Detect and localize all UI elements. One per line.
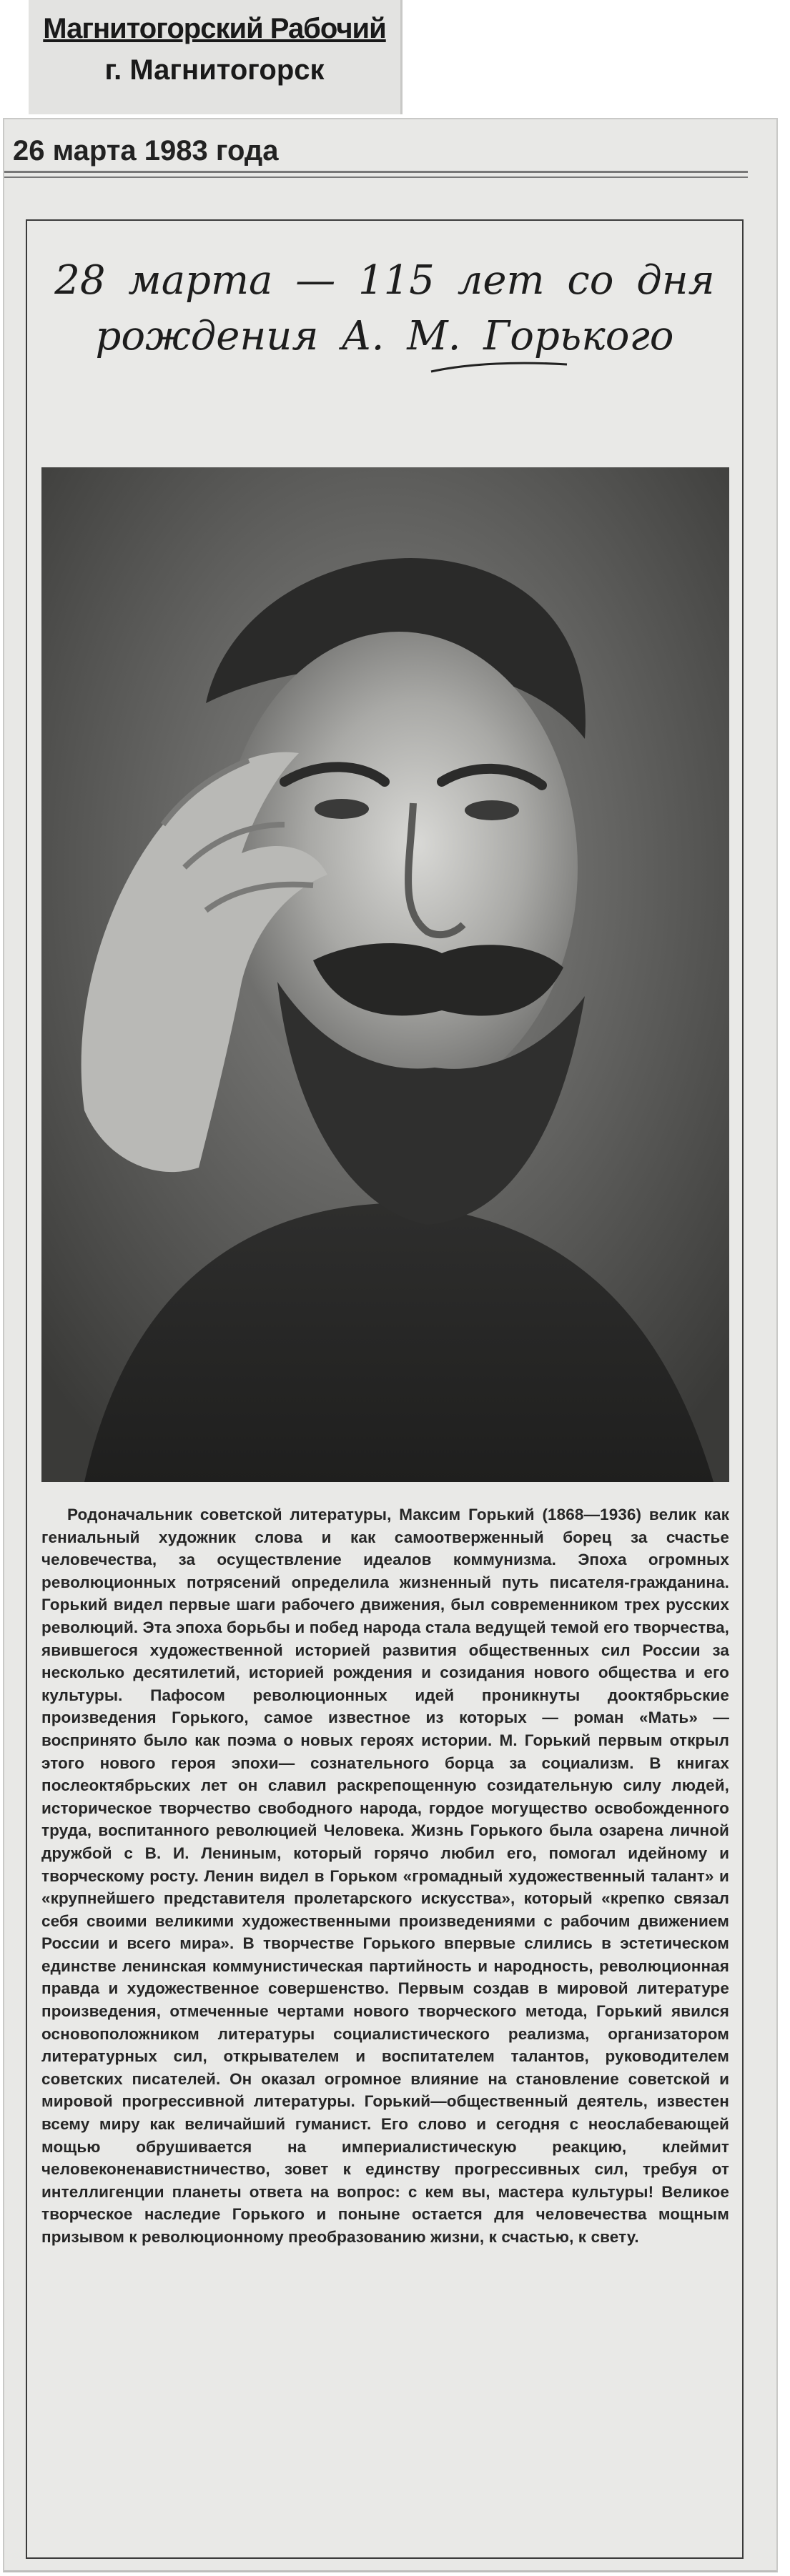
underline-swash (428, 360, 571, 374)
dateline: 26 марта 1983 года (13, 135, 279, 166)
newspaper-city: г. Магнитогорск (104, 54, 325, 86)
portrait-photo (41, 467, 729, 1482)
article-frame (26, 219, 744, 2559)
newspaper-clipping (3, 118, 778, 2572)
divider (4, 176, 748, 178)
divider (4, 171, 748, 173)
newspaper-stamp (29, 0, 403, 114)
article-body: Родоначальник советской литературы, Максим Горький (1868—1936) велик как гениальный художник слова и как самоотверженный борец за счастье человечества, за осуществление идеалов коммунизма. Эпоха огромных революционных потрясений определила жизненный путь писателя-гражданина. Горький видел первые шаги рабочего движения, был современником трех русских революций. Эта эпоха борьбы и побед народа стала ведущей темой его творчества, явившегося художественной историей развития общественных сил России за несколько десятилетий, историей рождения и созидания нового общества и его культуры. Пафосом революционных идей проникнуты дооктябрьские произведения Горького, самое известное из которых — роман «Мать» — воспринято было как поэма о новых героях истории. М. Горький первым открыл этого нового героя эпохи— сознательного борца за социализм. В книгах послеоктябрьских лет он славил раскрепощенную созидательную силу людей, историческое творчество свободного народа, гордое могущество освобожденного труда, воспитанного революцией Человека. Жизнь Горького была озарена личной дружбой с В. И. Лениным, который горячо любил его, помогал идейному и творческому росту. Ленин видел в Горьком «громадный художественный талант» и «крупнейшего представителя пролетарского искусства», который «крепко связал себя своими великими художественными произведениями с рабочим движением России и всего мира». В творчестве Горького впервые слились в эстетическом единстве ленинская коммунистическая партийность и народность, революционная правда и художественное совершенство. Первым создав в мировой литературе произведения, отмеченные чертами нового творческого метода, Горький явился основоположником литературы социалистического реализма, организатором литературных сил, открывателем и воспитателем талантов, руководителем советских писателей. Он оказал огромное влияние на становление советской и мировой прогрессивной литературы. Горький—общественный деятель, известен всему миру как величайший гуманист. Его слово и сегодня с неослабевающей мощью обрушивается на империалистическую реакцию, клеймит человеконенавистничество, зовет к единству прогрессивных сил, требуя от интеллигенции планеты ответа на вопрос: с кем вы, мастера культуры! Великое творческое наследие Горького и поныне остается для человечества мощным призывом к революционному преобразованию жизни, к счастью, к свету. (41, 1506, 729, 2246)
article-heading (27, 253, 742, 364)
newspaper-name: Магнитогорский Рабочий (43, 13, 386, 44)
heading-line-2: рождения А. М. Горького (95, 313, 674, 359)
heading-line-1: 28 марта — 115 лет со дня (54, 257, 715, 304)
